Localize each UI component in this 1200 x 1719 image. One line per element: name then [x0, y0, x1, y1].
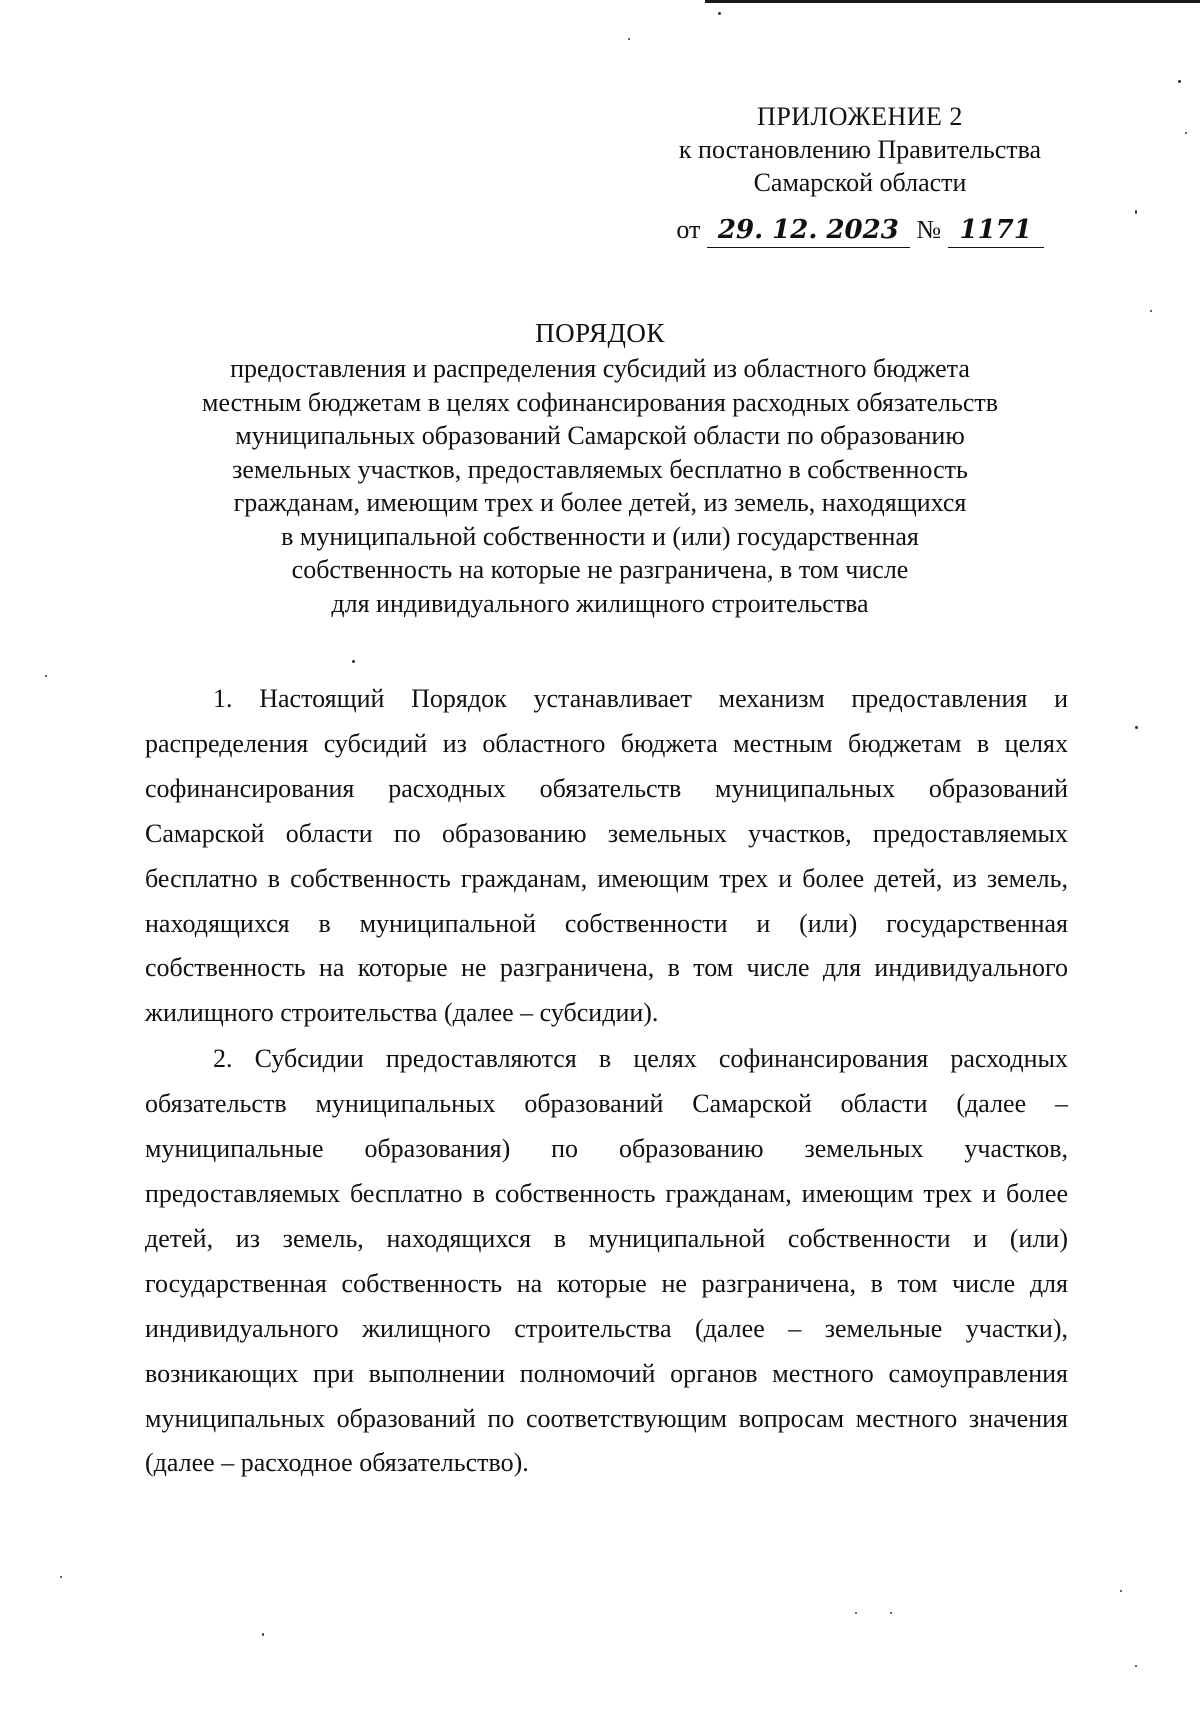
scan-speck	[262, 1633, 264, 1636]
appendix-header	[600, 100, 1120, 248]
scan-speck	[1135, 726, 1138, 729]
subtitle-line: в муниципальной собственности и (или) государственная	[281, 521, 919, 551]
document-body	[145, 677, 1068, 1487]
scan-speck	[60, 1576, 62, 1578]
scan-speck	[628, 38, 630, 40]
paragraph-1: 1. Настоящий Порядок устанавливает механизм предоставления и распределения субсидий из областного бюджета местным бюджетам в целях софинансирования расходных обязательств муниципальных образований Самарской области по образованию земельных участков, предоставляемых бесплатно в собственность гражданам, имеющим трех и более детей, из земель, находящихся в муниципальной собственности и (или) государственная собственность на которые не разграничена, в том числе для индивидуального жилищного строительства (далее – субсидии).	[145, 684, 1068, 1028]
subtitle-line: гражданам, имеющим трех и более детей, из земель, находящихся	[233, 488, 967, 517]
appendix-title: ПРИЛОЖЕНИЕ 2	[757, 102, 963, 131]
resolution-date-line	[600, 213, 1120, 248]
scan-speck	[45, 675, 47, 677]
subtitle-line: местным бюджетам в целях софинансирования расходных обязательств	[201, 387, 999, 417]
scan-speck	[1150, 310, 1152, 312]
scan-speck	[1178, 80, 1181, 83]
handwritten-date: 29. 12. 2023	[707, 214, 910, 248]
subtitle-line: земельных участков, предоставляемых бесплатно в собственность	[232, 454, 968, 484]
scan-speck	[352, 660, 355, 663]
date-prefix: от	[676, 215, 701, 244]
subtitle-line: для индивидуального жилищного строительства	[331, 588, 869, 618]
subtitle-line: муниципальных образований Самарской области по образованию	[235, 421, 965, 450]
scan-speck	[1120, 1590, 1122, 1592]
appendix-line: Самарской области	[753, 168, 967, 197]
scan-speck	[1135, 1665, 1137, 1667]
number-label: №	[916, 215, 942, 244]
appendix-line: к постановлению Правительства	[678, 135, 1042, 164]
scan-speck	[718, 12, 721, 15]
scan-speck	[855, 1612, 857, 1614]
subtitle-line: предоставления и распределения субсидий из областного бюджета	[230, 354, 970, 383]
document-title: ПОРЯДОК	[535, 318, 665, 348]
scan-speck	[1135, 210, 1137, 214]
handwritten-number: 1171	[948, 214, 1044, 248]
paragraph-2: 2. Субсидии предоставляются в целях софинансирования расходных обязательств муниципальных образований Самарской области (далее – муниципальные образования) по образованию земельных участков, предоставляемых бесплатно в собственность гражданам, имеющим трех и более детей, из земель, находящихся в муниципальной собственности и (или) государственная собственность на которые не разграничена, в том числе для индивидуального жилищного строительства (далее – земельные участки), возникающих при выполнении полномочий органов местного самоуправления муниципальных образований по соответствующим вопросам местного значения (далее – расходное обязательство).	[145, 1044, 1068, 1478]
document-subtitle	[140, 352, 1060, 620]
subtitle-line: собственность на которые не разграничена, в том числе	[291, 555, 909, 584]
scan-speck	[1185, 132, 1187, 134]
scan-speck	[890, 1612, 892, 1614]
scan-top-edge	[705, 0, 1200, 3]
